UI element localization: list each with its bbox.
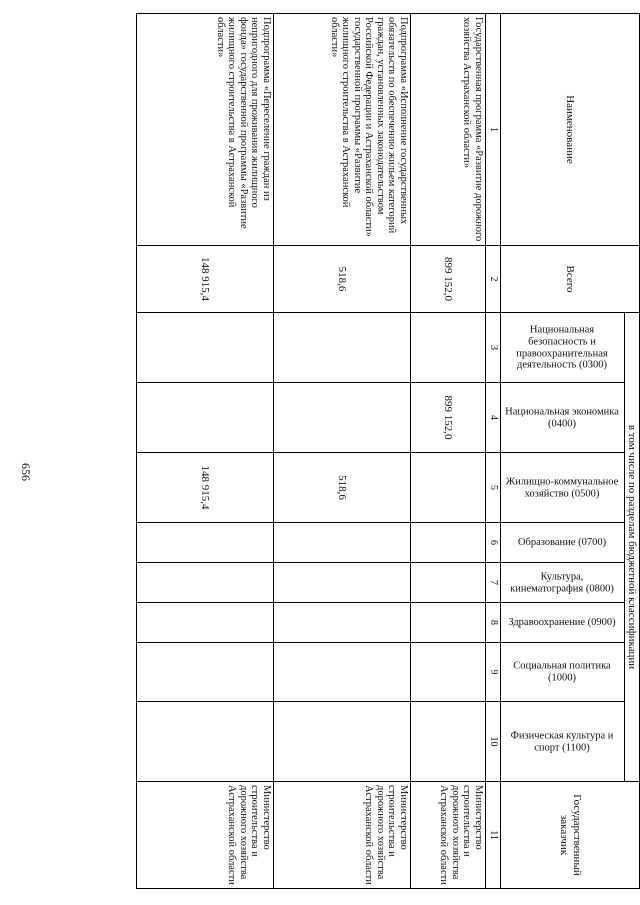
header-total: Всего xyxy=(501,246,640,313)
column-number: 6 xyxy=(486,523,501,563)
column-number: 11 xyxy=(486,782,501,889)
row-value-0500: 518,6 xyxy=(274,453,411,523)
row-value-1000 xyxy=(274,643,411,702)
row-customer: Министерство строительства и дорожного хозяйства Астраханской области xyxy=(137,782,274,889)
header-section-1100-label: Физическая культура и спорт (1100) xyxy=(511,729,614,753)
row-customer: Министерство строительства и дорожного хозяйства Астраханской области xyxy=(411,782,486,889)
row-value-0800 xyxy=(137,563,274,603)
header-section-0500-label: Жилищно-коммунальное хозяйство (0500) xyxy=(506,475,619,499)
row-value-0700 xyxy=(411,523,486,563)
column-number-row xyxy=(486,14,501,889)
row-value-0400: 899 152,0 xyxy=(411,383,486,453)
header-section-0300-label: Национальная безопасность и правоохранительная деятельность (0300) xyxy=(516,324,609,371)
column-number: 1 xyxy=(486,14,501,246)
header-section-0700-label: Образование (0700) xyxy=(518,536,607,548)
header-section-0300 xyxy=(501,313,625,383)
row-name: Подпрограмма «Переселение граждан из непригодного для проживания жилищного фонда» государственной программы «Развитие жилищного строительства в Астраханской области» xyxy=(137,14,274,246)
header-section-0800 xyxy=(501,563,625,603)
row-total: 518,6 xyxy=(274,246,411,313)
header-section-0800-label: Культура, кинематография (0800) xyxy=(510,570,615,594)
table-row xyxy=(137,14,274,889)
column-number: 5 xyxy=(486,453,501,523)
header-section-0900-label: Здравоохранение (0900) xyxy=(508,616,617,628)
row-value-0900 xyxy=(137,603,274,643)
header-section-0400-label: Национальная экономика (0400) xyxy=(505,405,620,429)
row-total: 148 915,4 xyxy=(137,246,274,313)
row-value-0300 xyxy=(411,313,486,383)
column-number: 7 xyxy=(486,563,501,603)
column-number: 10 xyxy=(486,702,501,782)
row-total: 899 152,0 xyxy=(411,246,486,313)
column-number: 2 xyxy=(486,246,501,313)
row-value-0900 xyxy=(411,603,486,643)
row-value-0700 xyxy=(137,523,274,563)
row-value-0500: 148 915,4 xyxy=(137,453,274,523)
row-value-0400 xyxy=(274,383,411,453)
row-name: Подпрограмма «Исполнение государственных обязательств по обеспечению жильем категорий граждан, установленных законодательством Российской Федерации и Астраханской области» государственной программы «Развитие жилищного строительства в Астраханской области» xyxy=(274,14,411,246)
row-value-1000 xyxy=(411,643,486,702)
header-name: Наименование xyxy=(501,14,640,246)
header-section-1000 xyxy=(501,643,625,702)
row-value-0400 xyxy=(137,383,274,453)
row-name: Государственная программа «Развитие дорожного хозяйства Астраханской области» xyxy=(411,14,486,246)
row-value-0800 xyxy=(274,563,411,603)
row-value-1100 xyxy=(137,702,274,782)
page-number: 656 xyxy=(19,463,33,481)
column-number: 3 xyxy=(486,313,501,383)
header-section-1000-label: Социальная политика (1000) xyxy=(513,660,612,683)
row-value-1100 xyxy=(411,702,486,782)
header-row-1 xyxy=(625,14,640,889)
row-value-0800 xyxy=(411,563,486,603)
row-value-0300 xyxy=(137,313,274,383)
table-row xyxy=(274,14,411,889)
rotated-table-wrapper xyxy=(110,13,640,888)
header-section-1100 xyxy=(501,702,625,782)
header-section-0500 xyxy=(501,453,625,523)
budget-table xyxy=(136,13,640,889)
row-value-1000 xyxy=(137,643,274,702)
header-section-0400 xyxy=(501,383,625,453)
row-customer: Министерство строительства и дорожного хозяйства Астраханской области xyxy=(274,782,411,889)
column-number: 8 xyxy=(486,603,501,643)
table-row xyxy=(411,14,486,889)
row-value-1100 xyxy=(274,702,411,782)
header-customer: Государственный заказчик xyxy=(501,782,640,889)
header-budget-sections: в том числе по разделам бюджетной классификации xyxy=(625,313,640,782)
column-number: 4 xyxy=(486,383,501,453)
header-section-0900 xyxy=(501,603,625,643)
row-value-0300 xyxy=(274,313,411,383)
row-value-0500 xyxy=(411,453,486,523)
header-section-0700 xyxy=(501,523,625,563)
row-value-0900 xyxy=(274,603,411,643)
column-number: 9 xyxy=(486,643,501,702)
row-value-0700 xyxy=(274,523,411,563)
